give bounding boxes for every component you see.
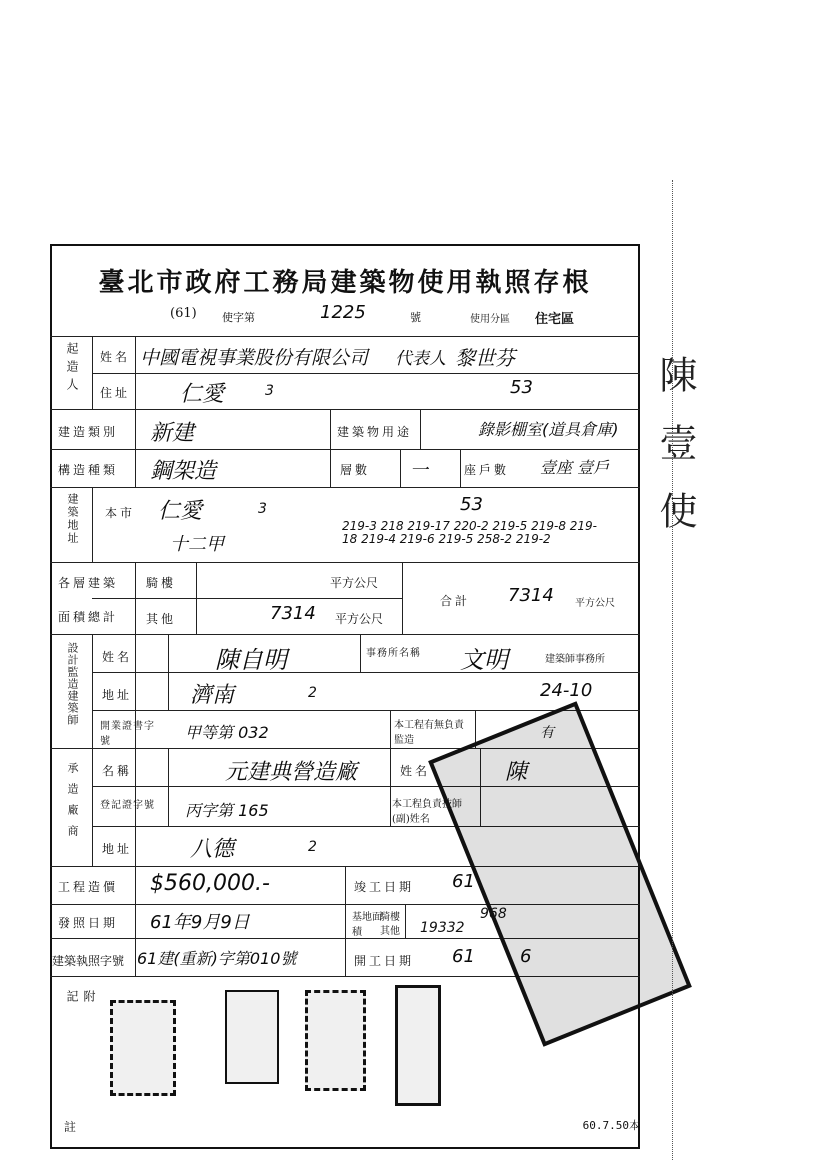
contractor-reg-label: 登記證字號 bbox=[100, 800, 155, 811]
license-value: 甲等第 032 bbox=[185, 723, 269, 742]
notes-end: 註 bbox=[64, 1120, 80, 1134]
contractor-address-road: 八德 bbox=[190, 837, 235, 862]
col-divider bbox=[135, 336, 136, 409]
builder-name-label: 姓名 bbox=[100, 350, 131, 364]
start-label: 開工日期 bbox=[354, 954, 415, 968]
units-label: 座戶數 bbox=[464, 463, 510, 477]
col-divider bbox=[92, 487, 93, 562]
base-other-value: 19332 bbox=[420, 920, 465, 936]
print-run-note: 60.7.50本 bbox=[582, 1119, 640, 1132]
permit-number: 1225 bbox=[320, 302, 366, 323]
floors-value: 一 bbox=[410, 460, 428, 481]
col-divider bbox=[390, 748, 391, 826]
builder-address-road: 仁愛 bbox=[180, 382, 225, 407]
construction-type-label: 建造類別 bbox=[58, 425, 119, 439]
contractor-name-value: 元建典營造廠 bbox=[225, 760, 358, 785]
cost-label: 工程造價 bbox=[58, 880, 119, 894]
site-section: 3 bbox=[258, 501, 267, 517]
total-area-unit: 平方公尺 bbox=[575, 598, 615, 609]
permit-suffix: 號 bbox=[410, 311, 421, 324]
side-stamp-text: 陳壹使 bbox=[653, 355, 697, 559]
contractor-name-label: 名稱 bbox=[102, 764, 133, 778]
page-title: 臺北市政府工務局建築物使用執照存根 bbox=[98, 268, 592, 298]
site-district: 十二甲 bbox=[170, 534, 224, 555]
col-divider bbox=[92, 336, 93, 409]
zone-value: 住宅區 bbox=[535, 312, 575, 327]
contractor-label: 承造廠商 bbox=[66, 762, 79, 846]
col-divider bbox=[168, 748, 169, 826]
row-divider bbox=[92, 598, 402, 599]
builder-section-label: 起造人 bbox=[65, 342, 79, 396]
contractor-person-label: 姓名 bbox=[400, 764, 431, 778]
col-divider bbox=[420, 409, 421, 449]
col-divider bbox=[135, 409, 136, 487]
supervise-value: 有 bbox=[540, 725, 554, 741]
row-divider bbox=[50, 634, 640, 635]
contractor-person-value: 陳 bbox=[505, 760, 528, 785]
site-city: 本市 bbox=[105, 506, 136, 520]
floors-label: 層數 bbox=[340, 463, 371, 477]
designer-address-section: 2 bbox=[308, 685, 317, 701]
office-value: 文明 bbox=[460, 646, 508, 674]
other-area-unit: 平方公尺 bbox=[335, 612, 384, 626]
base-area-label: 基地面積 bbox=[352, 912, 382, 938]
permit-serial-label: 使字第 bbox=[222, 311, 255, 324]
row-divider bbox=[50, 336, 640, 337]
total-area-value: 7314 bbox=[508, 585, 554, 606]
base-arcade-label: 騎樓 bbox=[380, 912, 400, 923]
contractor-address-section: 2 bbox=[308, 839, 317, 855]
contractor-tech-label: 本工程負責技師(副)姓名 bbox=[392, 799, 462, 825]
site-label: 建築地址 bbox=[66, 493, 79, 545]
col-divider bbox=[196, 562, 197, 634]
col-divider bbox=[135, 634, 136, 866]
col-divider bbox=[390, 710, 391, 748]
other-label: 其他 bbox=[146, 612, 177, 626]
designer-address-road: 濟南 bbox=[190, 683, 235, 708]
completion-label: 竣工日期 bbox=[354, 880, 415, 894]
permit-value: 61建(重新)字第010號 bbox=[137, 949, 297, 968]
row-divider bbox=[50, 562, 640, 563]
contractor-reg-value: 丙字第 165 bbox=[185, 801, 269, 820]
completion-year: 61 bbox=[452, 871, 475, 892]
structure-label: 構造種類 bbox=[58, 463, 119, 477]
row-divider bbox=[50, 487, 640, 488]
designer-address-label: 地址 bbox=[102, 688, 133, 702]
permit-year: (61) bbox=[170, 306, 197, 321]
col-divider bbox=[460, 449, 461, 487]
units-value: 壹座 壹戶 bbox=[540, 458, 610, 477]
other-area-value: 7314 bbox=[270, 603, 316, 624]
designer-label: 設計監造建築師 bbox=[66, 642, 79, 726]
row-divider bbox=[50, 449, 640, 450]
col-divider bbox=[360, 634, 361, 672]
permit-label: 建築執照字號 bbox=[52, 954, 125, 968]
builder-address-section: 3 bbox=[265, 383, 274, 399]
builder-rep-label: 代表人 bbox=[395, 349, 446, 369]
start-month: 6 bbox=[520, 946, 532, 967]
total-label: 合計 bbox=[440, 594, 471, 608]
start-year: 61 bbox=[452, 946, 475, 967]
office-label: 事務所名稱 bbox=[366, 648, 421, 659]
approval-seal bbox=[395, 985, 441, 1106]
approval-seal bbox=[305, 990, 366, 1091]
issue-label: 發照日期 bbox=[58, 916, 119, 930]
col-divider bbox=[135, 866, 136, 976]
site-lots: 219-3 218 219-17 220-2 219-5 219-8 219-18 219-4 219-6 219-5 258-2 219-2 bbox=[342, 519, 598, 546]
page-edge bbox=[672, 180, 673, 1160]
arcade-label: 騎樓 bbox=[146, 576, 177, 590]
arcade-area-unit: 平方公尺 bbox=[330, 576, 379, 590]
base-other-label: 其他 bbox=[380, 926, 400, 937]
cost-value: $560,000.- bbox=[150, 871, 270, 896]
area-label-1: 各層建築 bbox=[58, 576, 119, 590]
col-divider bbox=[168, 634, 169, 710]
builder-rep-value: 黎世芬 bbox=[455, 346, 515, 370]
area-label-2: 面積總計 bbox=[58, 610, 119, 624]
row-divider bbox=[50, 409, 640, 410]
site-road: 仁愛 bbox=[158, 499, 203, 524]
col-divider bbox=[345, 866, 346, 976]
office-suffix: 建築師事務所 bbox=[545, 654, 605, 665]
approval-seal bbox=[110, 1000, 176, 1096]
col-divider bbox=[400, 449, 401, 487]
col-divider bbox=[330, 409, 331, 487]
builder-name-value: 中國電視事業股份有限公司 bbox=[140, 347, 369, 369]
builder-address-label: 住址 bbox=[100, 386, 131, 400]
issue-value: 61年9月9日 bbox=[150, 912, 250, 933]
row-divider bbox=[92, 672, 640, 673]
contractor-address-label: 地址 bbox=[102, 842, 133, 856]
usage-value: 錄影棚室(道具倉庫) bbox=[478, 420, 619, 439]
site-number: 53 bbox=[460, 494, 483, 515]
col-divider bbox=[402, 562, 403, 634]
zone-label: 使用分區 bbox=[470, 314, 510, 325]
construction-type-value: 新建 bbox=[150, 421, 195, 446]
builder-address-number: 53 bbox=[510, 377, 533, 398]
col-divider bbox=[405, 904, 406, 938]
approval-seal bbox=[225, 990, 279, 1084]
structure-value: 鋼架造 bbox=[150, 459, 217, 484]
designer-address-lane: 24-10 bbox=[540, 680, 593, 701]
col-divider bbox=[92, 634, 93, 866]
license-label: 開業證書字號 bbox=[100, 721, 155, 747]
col-divider bbox=[135, 562, 136, 634]
usage-label: 建築物用途 bbox=[337, 425, 413, 439]
base-arcade-value: 968 bbox=[480, 906, 507, 922]
notes-label: 附記 bbox=[65, 990, 96, 1062]
designer-name-label: 姓名 bbox=[102, 650, 133, 664]
row-divider bbox=[92, 373, 640, 374]
designer-name-value: 陳自明 bbox=[215, 646, 287, 674]
supervise-label: 本工程有無負責監造 bbox=[394, 720, 464, 746]
